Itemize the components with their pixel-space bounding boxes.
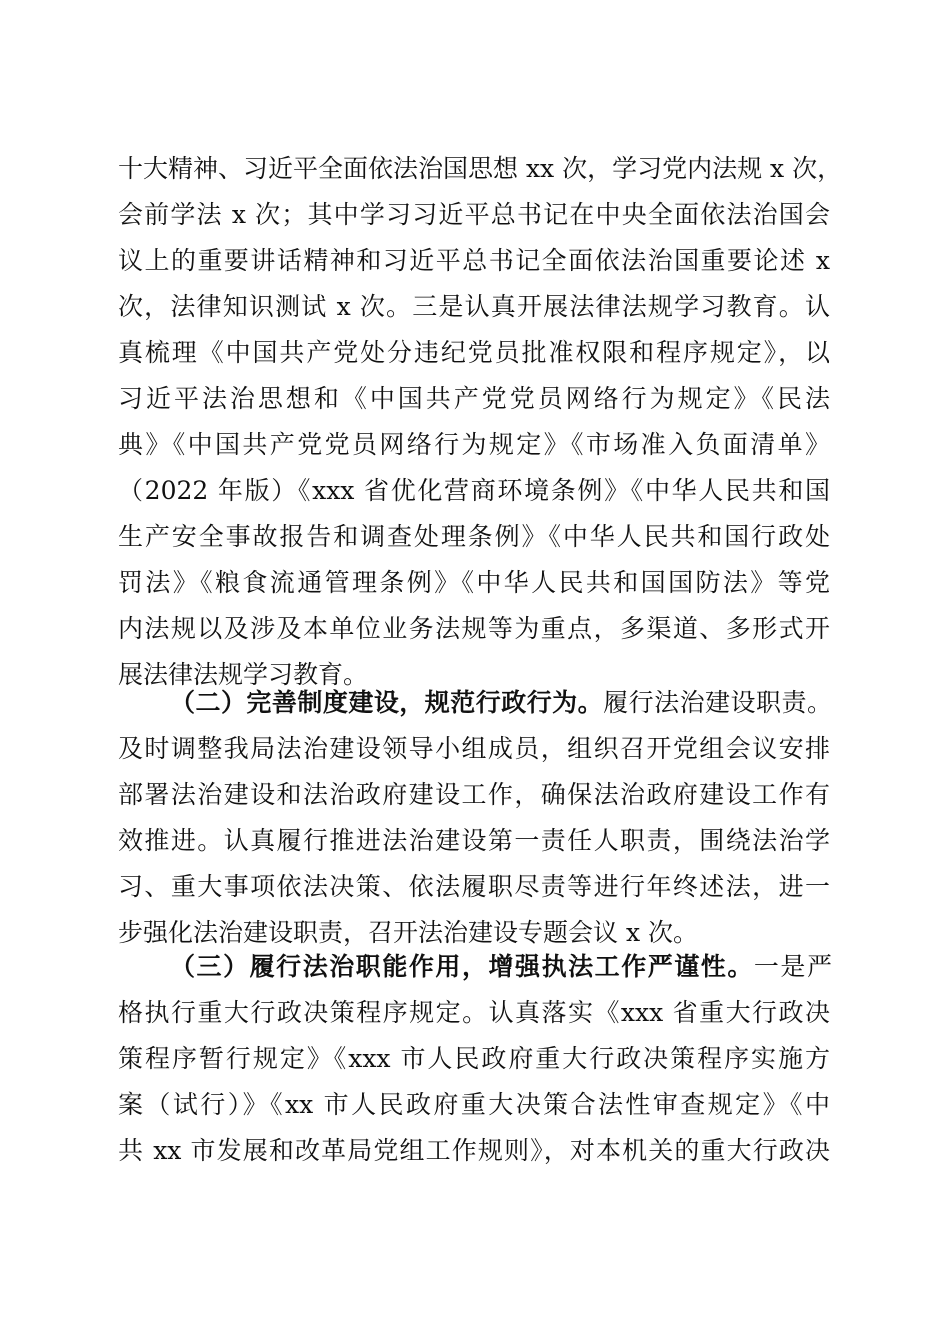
paragraph-line: 内法规以及涉及本单位业务法规等为重点，多渠道、多形式开 (118, 614, 830, 643)
section-3-first-line (170, 944, 832, 990)
section-3-heading: （三）履行法治职能作用，增强执法工作严谨性。 (170, 952, 754, 981)
section-2-text: 履行法治建设职责。 (603, 688, 832, 717)
paragraph-line: 效推进。认真履行推进法治建设第一责任人职责，围绕法治学 (118, 826, 830, 855)
section-2-first-line (170, 680, 832, 726)
paragraph-line: 格执行重大行政决策程序规定。认真落实《xxx 省重大行政决 (118, 998, 830, 1027)
paragraph-line: 习、重大事项依法决策、依法履职尽责等进行年终述法，进一 (118, 872, 830, 901)
paragraph-line: 共 xx 市发展和改革局党组工作规则》，对本机关的重大行政决 (118, 1136, 830, 1165)
paragraph-line: 罚法》《粮食流通管理条例》《中华人民共和国国防法》等党 (118, 568, 830, 597)
paragraph-line: 部署法治建设和法治政府建设工作，确保法治政府建设工作有 (118, 780, 830, 809)
section-2-heading: （二）完善制度建设，规范行政行为。 (170, 688, 604, 717)
paragraph-line: 展法律法规学习教育。 (118, 660, 369, 689)
paragraph-line: 生产安全事故报告和调查处理条例》《中华人民共和国行政处 (118, 522, 830, 551)
paragraph-line: 策程序暂行规定》《xxx 市人民政府重大行政决策程序实施方 (118, 1044, 830, 1073)
paragraph-line: （2022 年版）《xxx 省优化营商环境条例》《中华人民共和国 (118, 476, 830, 505)
paragraph-line: 议上的重要讲话精神和习近平总书记全面依法治国重要论述 x (118, 246, 830, 275)
paragraph-line: 十大精神、习近平全面依法治国思想 xx 次，学习党内法规 x 次， (118, 154, 843, 183)
paragraph-line: 次，法律知识测试 x 次。三是认真开展法律法规学习教育。认 (118, 292, 830, 321)
paragraph-line: 步强化法治建设职责，召开法治建设专题会议 x 次。 (118, 918, 698, 947)
paragraph-line: 会前学法 x 次；其中学习习近平总书记在中央全面依法治国会 (118, 200, 830, 229)
paragraph-line: 及时调整我局法治建设领导小组成员，组织召开党组会议安排 (118, 734, 830, 763)
paragraph-line: 典》《中国共产党党员网络行为规定》《市场准入负面清单》 (118, 430, 830, 459)
section-3-text: 一是严 (753, 952, 832, 981)
paragraph-line: 习近平法治思想和《中国共产党党员网络行为规定》《民法 (118, 384, 830, 413)
paragraph-line: 案（试行）》《xx 市人民政府重大决策合法性审查规定》《中 (118, 1090, 830, 1119)
paragraph-line: 真梳理《中国共产党处分违纪党员批准权限和程序规定》，以 (118, 338, 830, 367)
